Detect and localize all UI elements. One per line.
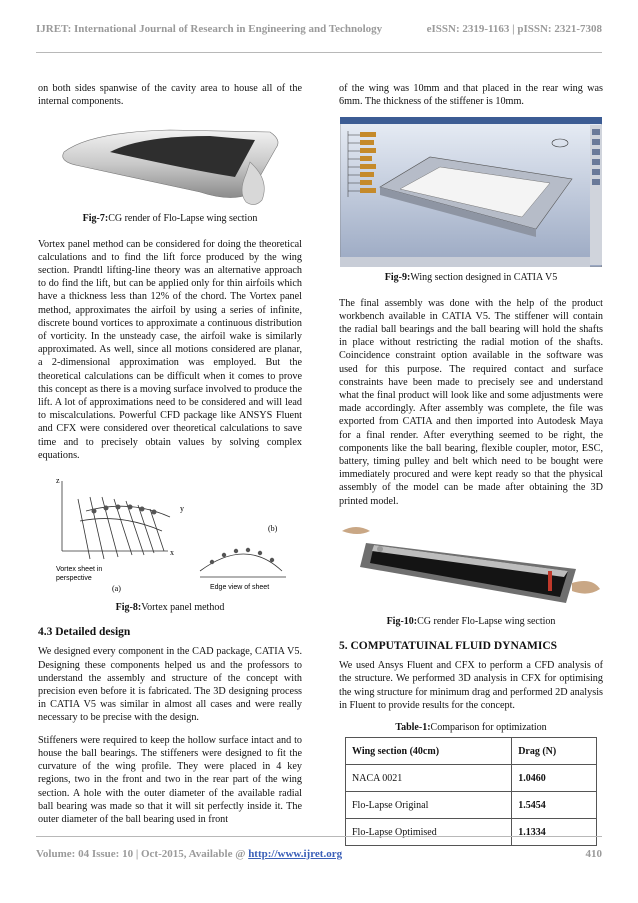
- fig8-axis-x: x: [170, 548, 174, 558]
- fig9-catia-screenshot: [340, 117, 602, 267]
- page-footer: [36, 848, 602, 868]
- right-column: [339, 82, 603, 846]
- page-number: 410: [585, 848, 602, 860]
- page-header: [36, 14, 602, 44]
- journal-link[interactable]: http://www.ijret.org: [248, 848, 343, 860]
- cfd-paragraph: We used Ansys Fluent and CFX to perform a CFD analysis of the structure. We performed 3D analysis in CFX for optimising the wing structure for minimum drag and performed 2D analysis in Fluent to provide results for the concept.: [339, 660, 603, 711]
- table-cell-section: Flo-Lapse Original: [346, 792, 512, 819]
- intro-paragraph: on both sides spanwise of the cavity area to house all of the internal components.: [38, 83, 302, 108]
- table-cell-section: NACA 0021: [346, 765, 512, 792]
- fig7-wing-render: [50, 122, 290, 208]
- continued-paragraph: of the wing was 10mm and that placed in the rear wing was 6mm. The thickness of the stiffener is 10mm.: [339, 83, 603, 108]
- header-rule: [36, 52, 602, 53]
- table-cell-section: Flo-Lapse Optimised: [346, 819, 512, 846]
- table-cell-drag: 1.5454: [512, 792, 597, 819]
- assembly-paragraph: The final assembly was done with the help of the product workbench available in CATIA V5. The stiffener will contain the radial ball bearings and the ball bearing will hold the shafts in place without restricting the radial motion of the shafts. Coincidence constraint option available in the software was used for this purpose. The required contact and surface constraints have been made to precisely see and understand what the final product will look like and some adjustments were made accordingly. After assembly was complete, the file was exported from CATIA and then imported into Autodesk Maya for a final render. After everything seemed to be right, the components like the ball bearing, flexible coupler, motor, ESC, battery, timing pulley and belt which need to be bought were immediately procured and were kept ready so that the physical assembly of the model can be made after obtaining the 3D printed model.: [339, 297, 603, 507]
- fig7-caption: Fig-7:CG render of Flo-Lapse wing section: [82, 213, 258, 225]
- fig8-vortex-diagram: [50, 471, 290, 597]
- issn-text: eISSN: 2319-1163 | pISSN: 2321-7308: [426, 23, 602, 35]
- fig9-caption: Fig-9:Wing section designed in CATIA V5: [384, 272, 558, 284]
- fig8-edge-view-label: Edge view of sheet: [210, 584, 270, 592]
- fig8-caption: Fig-8:Vortex panel method: [115, 602, 225, 614]
- section-heading-5: 5. COMPUTATUINAL FLUID DYNAMICS: [339, 640, 558, 653]
- table-row: [346, 765, 597, 792]
- table-row: [346, 792, 597, 819]
- left-column: [38, 82, 302, 835]
- table-header-cell: Drag (N): [512, 738, 597, 765]
- table1-caption: Table-1:Comparison for optimization: [395, 722, 547, 734]
- fig8-axis-y: y: [180, 504, 184, 514]
- table-header-row: [346, 738, 597, 765]
- section-heading-4-3: 4.3 Detailed design: [38, 626, 131, 639]
- stiffener-paragraph: Stiffeners were required to keep the hollow surface intact and to house the ball bearings. The stiffeners were designed to fit the curvature of the wing profile. They were placed in 4 key regions, two in the front and two in the rear part of the wing section. A hole with the outer diameter of the available radial ball bearing was made so that it will sit perfectly inside it. The outer diameter of the ball bearing used in front: [38, 734, 302, 825]
- fig8-label-b: (b): [268, 524, 278, 534]
- footer-volume: Volume: 04 Issue: 10 | Oct-2015, Available @ http://www.ijret.org: [36, 848, 343, 860]
- footer-rule: [36, 836, 602, 837]
- fig8-sheet-label-2: perspective: [56, 575, 92, 583]
- comparison-table: [345, 737, 597, 846]
- fig8-sheet-label-1: Vortex sheet in: [56, 566, 103, 574]
- table-header-cell: Wing section (40cm): [346, 738, 512, 765]
- fig8-axis-z: z: [56, 476, 60, 486]
- fig10-caption: Fig-10:CG render Flo-Lapse wing section: [386, 615, 556, 627]
- fig10-wing-render: [340, 517, 602, 611]
- fig8-label-a: (a): [112, 584, 121, 594]
- vortex-paragraph: Vortex panel method can be considered for doing the theoretical calculations and to find the lift force produced by the wing section. Prandtl lifting-line theory was an alternative approach to do find the lift, but can be applied only for thin airfoils which have a thickness less than 12% of the chord. The Vortex panel method, approximates the airfoil by using a series of infinite, discrete bound vortices to approximate a continuous distribution of vorticity. In the unsteady case, the airfoil wake is similarly approximated. As well, since all motions considered are planar, a 2-dimensional approximation was employed. But the theoretical calculations can be difficult when it comes to prove this concept as there is a moving surface involved to produce the lift. A lot of approximations need to be considered and will lead to miscalculations. Powerful CFD package like ANSYS Fluent and CFX were considered over theoretical calculations to save time and to precisely obtain values by solving complex equations.: [38, 238, 302, 461]
- table-row: [346, 819, 597, 846]
- table-cell-drag: 1.0460: [512, 765, 597, 792]
- design-paragraph: We designed every component in the CAD package, CATIA V5. Designing these components helped us and the professors to understand the assembly and structure of the concept with precision even before it is fabricated. The 3D designing process in CATIA V5 was similar in almost all cases and were really necessary to be precise with the design.: [38, 646, 302, 724]
- journal-title: IJRET: International Journal of Research in Engineering and Technology: [36, 23, 383, 35]
- table-cell-drag: 1.1334: [512, 819, 597, 846]
